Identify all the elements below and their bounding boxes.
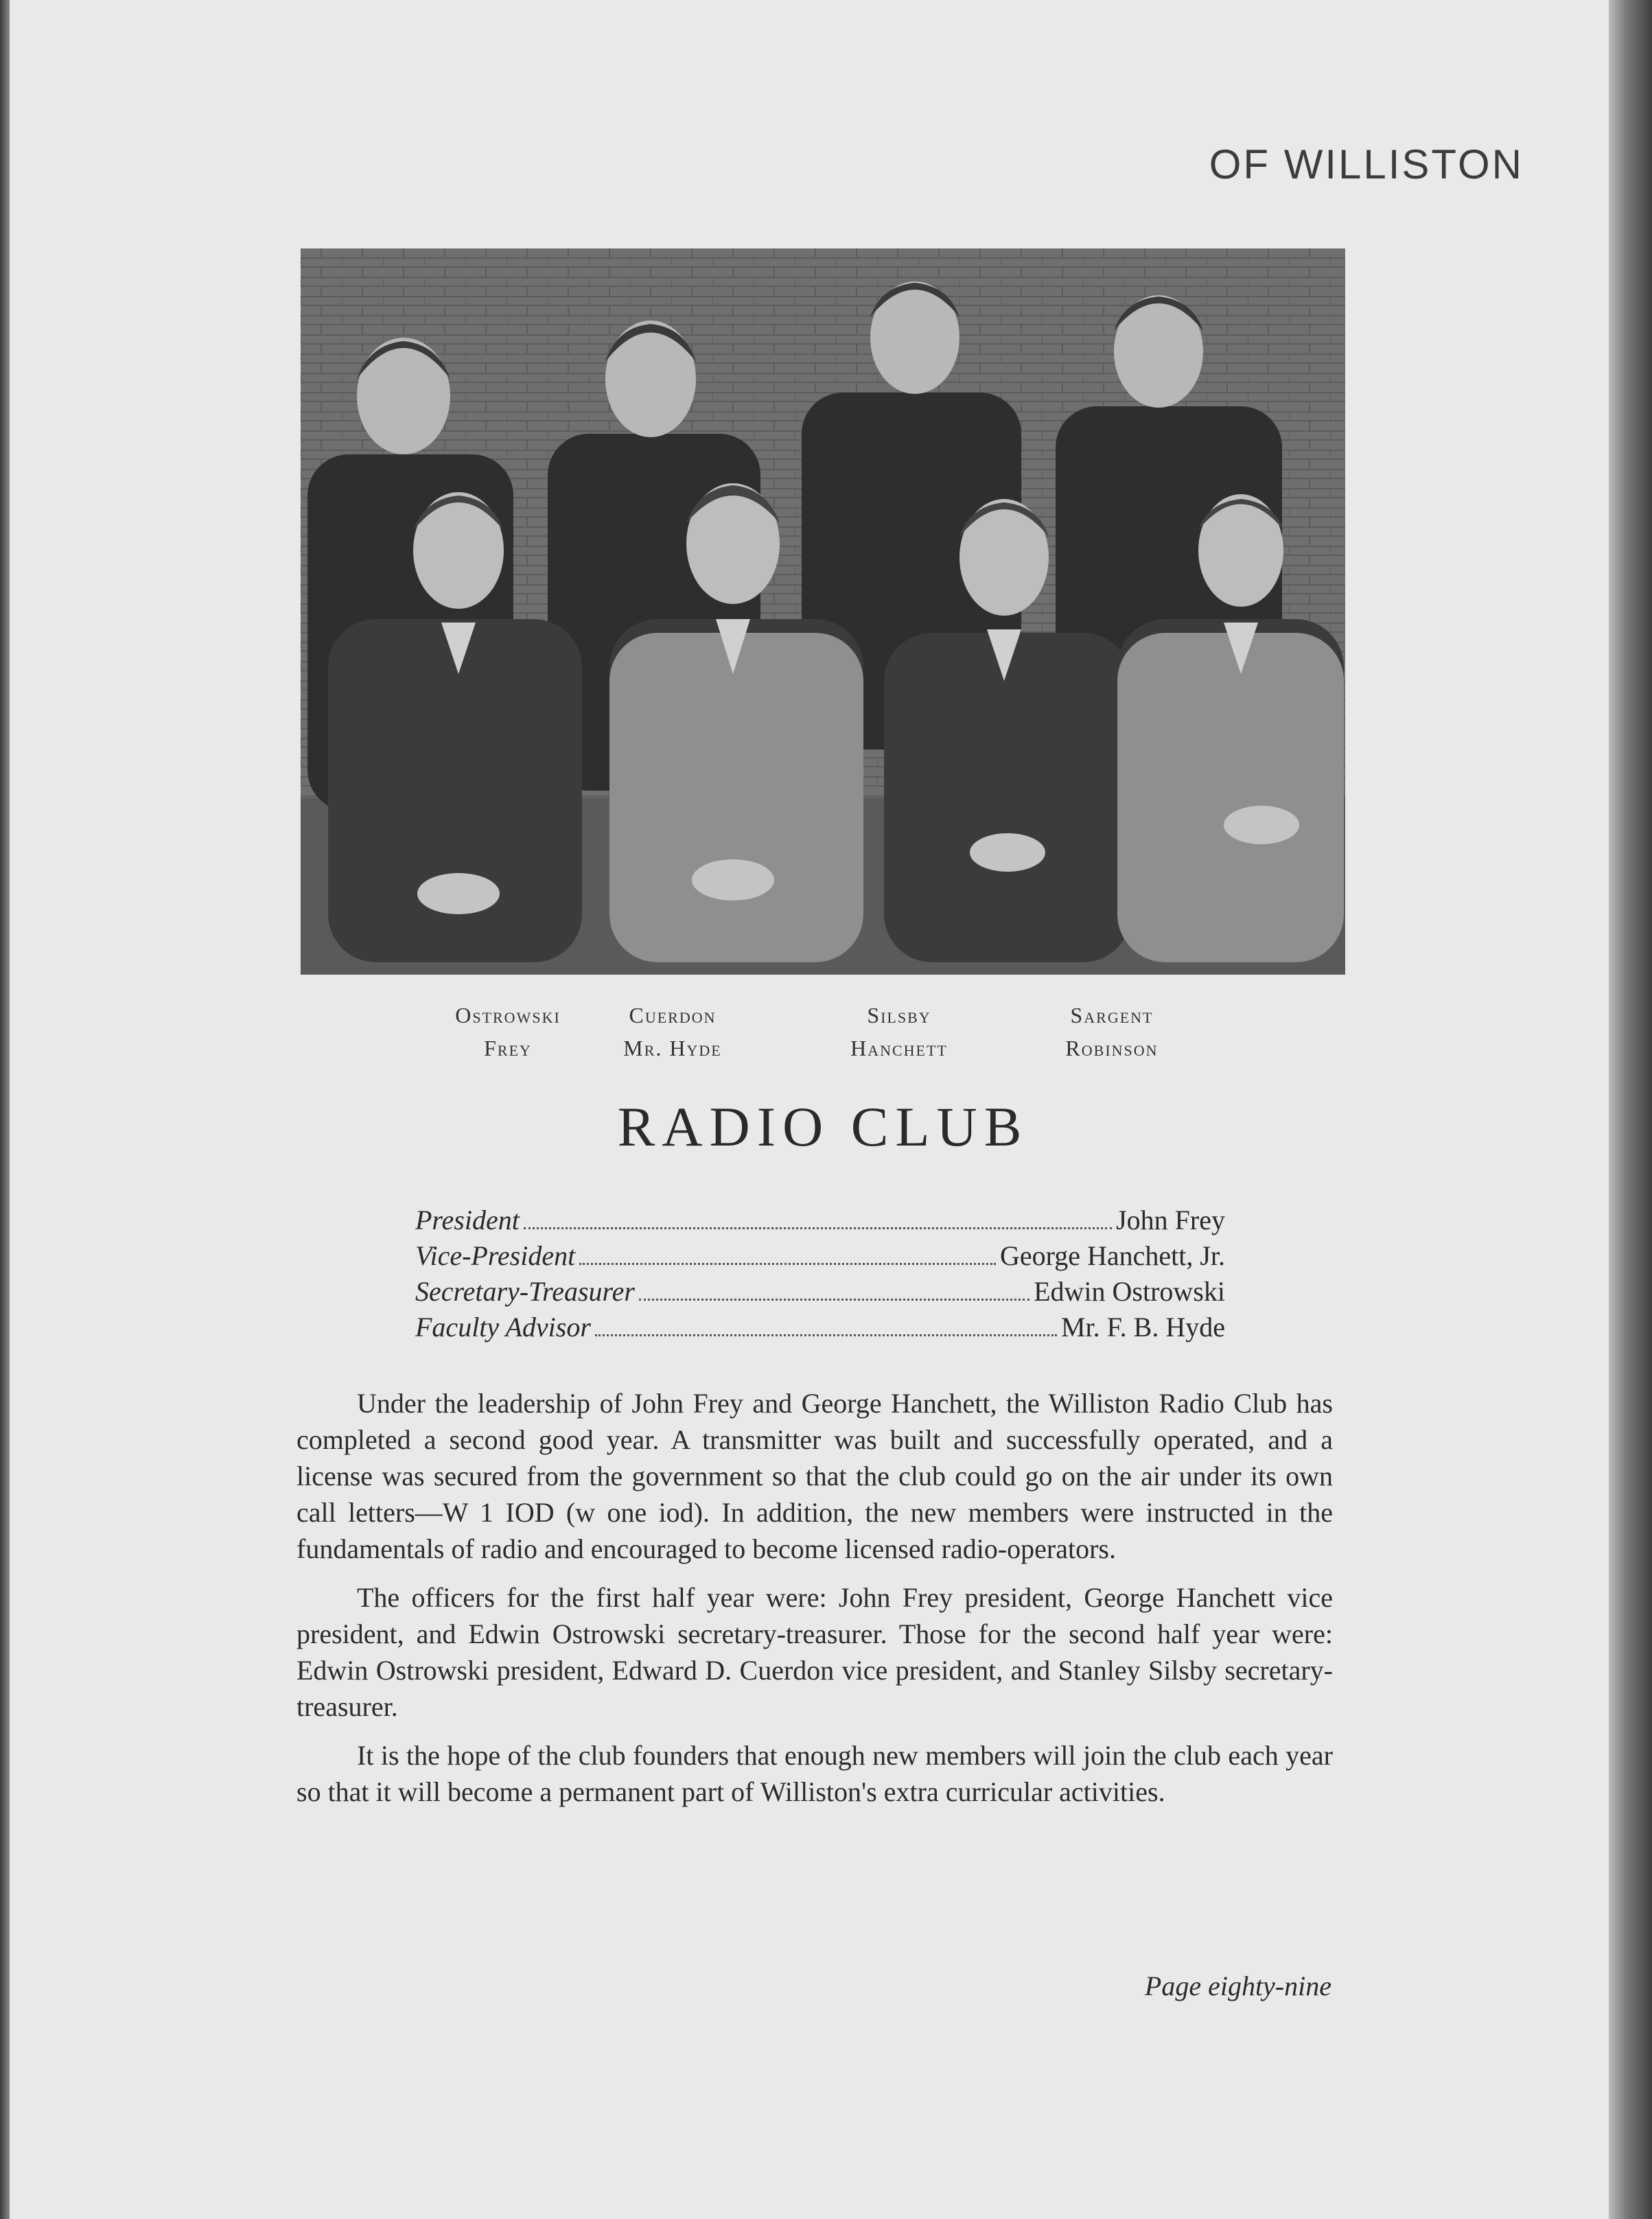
officer-row xyxy=(415,1203,1225,1238)
officer-name: Edwin Ostrowski xyxy=(1034,1276,1225,1307)
page-number: Page eighty-nine xyxy=(1144,1971,1331,2001)
group-photo xyxy=(301,248,1345,975)
officers-list xyxy=(415,1203,1225,1345)
officer-row xyxy=(415,1310,1225,1345)
officer-role: Faculty Advisor xyxy=(415,1312,591,1343)
caption-top: Sargent xyxy=(1070,1003,1154,1027)
book-spine xyxy=(0,0,10,2219)
caption-top: Cuerdon xyxy=(629,1003,717,1027)
officer-role: Secretary-Treasurer xyxy=(415,1276,635,1307)
officer-name: George Hanchett, Jr. xyxy=(999,1240,1225,1271)
body-text xyxy=(296,1385,1333,1822)
running-head: OF WILLISTON xyxy=(1209,141,1524,187)
officer-name: John Frey xyxy=(1116,1205,1225,1235)
caption-bottom: Robinson xyxy=(1065,1036,1159,1060)
caption-bottom: Mr. Hyde xyxy=(623,1036,722,1060)
leader-dots xyxy=(595,1334,1057,1336)
club-title: RADIO CLUB xyxy=(617,1095,1029,1158)
caption-column-3 xyxy=(796,999,1002,1065)
leader-dots xyxy=(579,1263,996,1265)
caption-bottom: Hanchett xyxy=(850,1036,948,1060)
group-photo-image xyxy=(301,248,1345,975)
leader-dots xyxy=(524,1227,1112,1229)
caption-top: Ostrowski xyxy=(455,1003,561,1027)
officer-row xyxy=(415,1238,1225,1274)
leader-dots xyxy=(639,1299,1029,1301)
officer-role: Vice-President xyxy=(415,1240,576,1271)
caption-top: Silsby xyxy=(867,1003,931,1027)
paragraph: It is the hope of the club founders that enough new members will join the club each year so that it will become a permanent part of Williston's extra curricular activities. xyxy=(296,1740,1333,1807)
officer-role: President xyxy=(415,1205,520,1235)
officer-row xyxy=(415,1274,1225,1310)
caption-column-2 xyxy=(570,999,776,1065)
officer-name: Mr. F. B. Hyde xyxy=(1060,1312,1225,1343)
paragraph: The officers for the first half year were: John Frey president, George Hanchett vice president, and Edwin Ostrowski secretary-treasurer. Those for the second half year were: Edwin Ostrowski president, Edward D. Cuerdon vice president, and Stanley Silsby secretary-treasurer. xyxy=(296,1582,1333,1722)
photo-captions xyxy=(405,999,1229,1081)
page-edge xyxy=(1609,0,1652,2219)
caption-bottom: Frey xyxy=(484,1036,532,1060)
paragraph: Under the leadership of John Frey and George Hanchett, the Williston Radio Club has completed a second good year. A transmitter was built and successfully operated, and a license was secured from the government so that the club could go on the air under its own call letters—W 1 IOD (w one iod). In addition, the new members were instructed in the fundamentals of radio and encouraged to become licensed radio-operators. xyxy=(296,1388,1333,1564)
caption-column-4 xyxy=(1009,999,1215,1065)
